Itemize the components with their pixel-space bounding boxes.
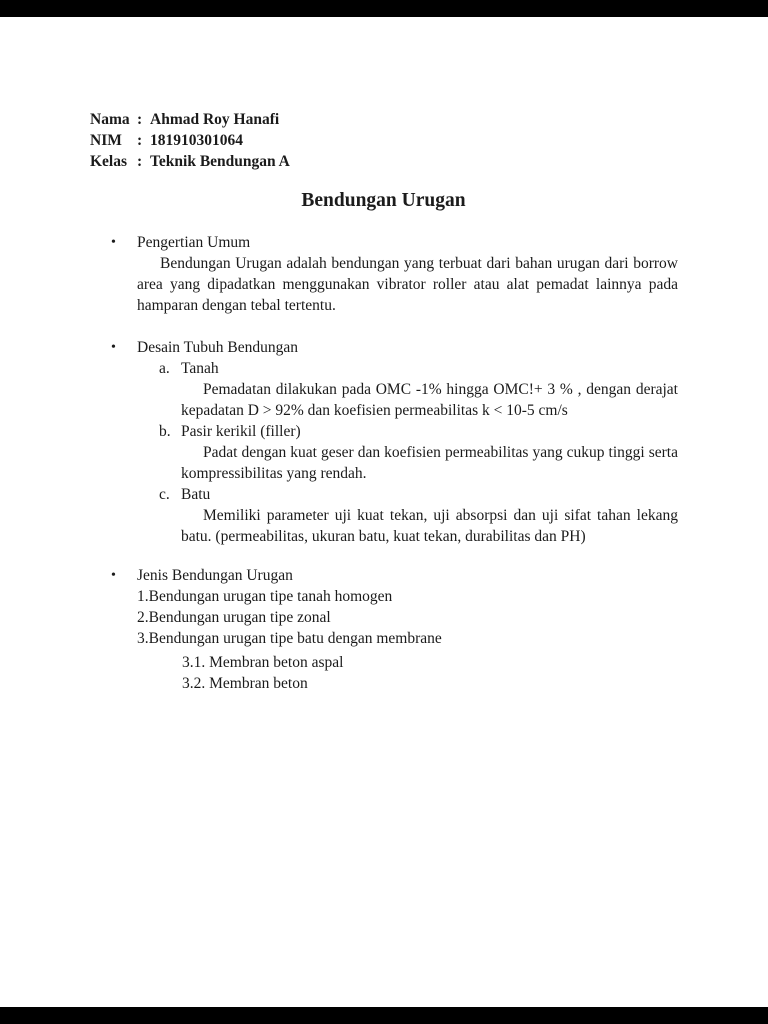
- section-desain-tubuh: [111, 337, 677, 547]
- section-heading: Desain Tubuh Bendungan: [137, 339, 299, 356]
- bottom-letterbox-bar: [0, 1007, 768, 1024]
- section-heading-row: [111, 565, 677, 586]
- name-label: Nama: [90, 111, 130, 128]
- section-heading: Pengertian Umum: [137, 234, 251, 251]
- list-item-batu: [111, 484, 677, 547]
- name-separator: :: [137, 111, 143, 128]
- list-item-description: Padat dengan kuat geser dan koefisien permeabilitas yang cukup tinggi serta kompressibilitas yang rendah.: [181, 444, 678, 482]
- bullet-icon: •: [111, 568, 116, 583]
- list-item-heading: [159, 484, 677, 505]
- list-term: Pasir kerikil (filler): [181, 423, 301, 440]
- numbered-subitem: 3.2. Membran beton: [182, 675, 308, 692]
- list-item-description: Memiliki parameter uji kuat tekan, uji absorpsi dan uji sifat tahan lekang batu. (permeabilitas, ukuran batu, kuat tekan, durabilitas dan PH): [181, 507, 678, 545]
- list-item-heading: [159, 358, 677, 379]
- numbered-item: 2.Bendungan urugan tipe zonal: [137, 609, 331, 626]
- nim-separator: :: [137, 132, 143, 149]
- student-info-block: [90, 109, 677, 172]
- definition-paragraph: Bendungan Urugan adalah bendungan yang terbuat dari bahan urugan dari borrow area yang dipadatkan menggunakan vibrator roller atau alat pemadat lainnya pada hamparan dengan tebal tertentu.: [137, 255, 678, 314]
- list-marker: c.: [159, 486, 170, 503]
- numbered-item: 1.Bendungan urugan tipe tanah homogen: [137, 588, 393, 605]
- student-nim-row: [90, 130, 677, 151]
- numbered-subitem: 3.1. Membran beton aspal: [182, 654, 344, 671]
- class-value: Teknik Bendungan A: [150, 153, 290, 170]
- nim-value: 181910301064: [150, 132, 243, 149]
- bullet-icon: •: [111, 340, 116, 355]
- student-class-row: [90, 151, 677, 172]
- list-item-description: Pemadatan dilakukan pada OMC -1% hingga OMC!+ 3 % , dengan derajat kepadatan D > 92% dan koefisien permeabilitas k < 10-5 cm/s: [181, 381, 678, 419]
- section-jenis-bendungan: [111, 565, 677, 694]
- list-term: Batu: [181, 486, 211, 503]
- section-pengertian-umum: [111, 232, 677, 316]
- class-label: Kelas: [90, 153, 128, 170]
- list-item-heading: [159, 421, 677, 442]
- list-item-tanah: [111, 358, 677, 421]
- list-item-pasir-kerikil: [111, 421, 677, 484]
- nim-label: NIM: [90, 132, 122, 149]
- top-letterbox-bar: [0, 0, 768, 17]
- list-marker: b.: [159, 423, 171, 440]
- document-page: [0, 17, 768, 1007]
- section-heading: Jenis Bendungan Urugan: [137, 567, 293, 584]
- student-name-row: [90, 109, 677, 130]
- numbered-item: 3.Bendungan urugan tipe batu dengan membrane: [137, 630, 442, 647]
- bullet-icon: •: [111, 235, 116, 250]
- document-content: [0, 17, 768, 694]
- page-title: Bendungan Urugan: [301, 190, 466, 211]
- list-marker: a.: [159, 360, 170, 377]
- section-heading-row: [111, 232, 677, 253]
- list-term: Tanah: [181, 360, 219, 377]
- class-separator: :: [137, 153, 143, 170]
- name-value: Ahmad Roy Hanafi: [150, 111, 280, 128]
- section-heading-row: [111, 337, 677, 358]
